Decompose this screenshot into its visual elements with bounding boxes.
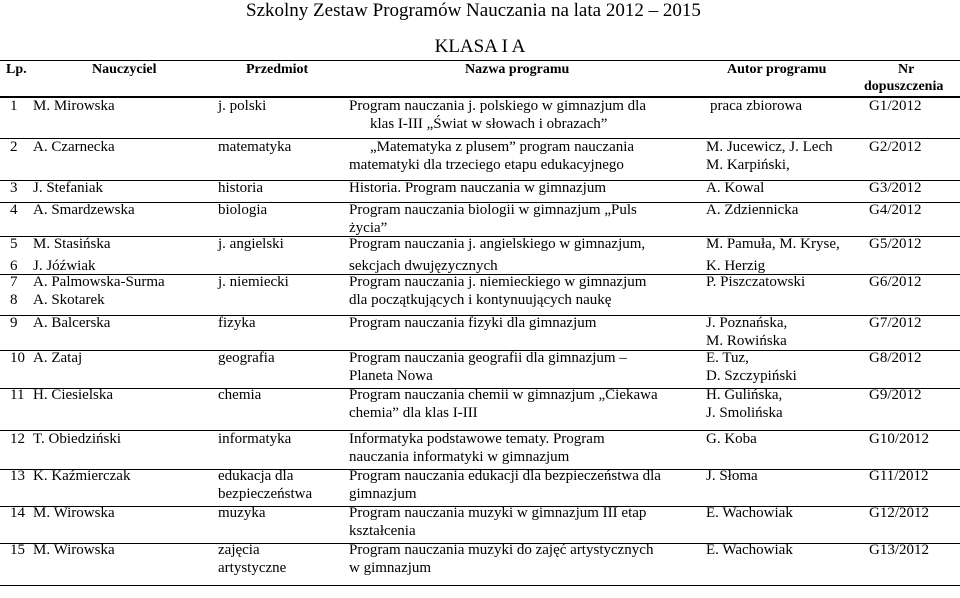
program-author: M. Pamuła, M. Kryse,: [706, 236, 840, 252]
approval-number: G5/2012: [869, 236, 922, 252]
program-author: E. Tuz,: [706, 350, 749, 366]
subject-name: chemia: [218, 387, 262, 403]
approval-number: G6/2012: [869, 274, 922, 290]
program-author: praca zbiorowa: [710, 98, 803, 114]
approval-number: G12/2012: [869, 505, 929, 521]
program-table: [0, 60, 960, 598]
teacher-name: M. Wirowska: [33, 542, 115, 558]
row-divider: [0, 60, 960, 61]
row-number: 10: [10, 350, 25, 366]
program-author: G. Koba: [706, 431, 757, 447]
approval-number: G11/2012: [869, 468, 929, 484]
subject-name: j. niemiecki: [218, 274, 289, 290]
approval-number: G7/2012: [869, 315, 922, 331]
subject-name: biologia: [218, 202, 268, 218]
program-author: A. Kowal: [706, 180, 765, 196]
teacher-name: M. Wirowska: [33, 505, 115, 521]
row-number: 5: [10, 236, 18, 252]
teacher-name: A. Skotarek: [33, 292, 105, 308]
header-program: Nazwa programu: [465, 62, 570, 77]
row-number: 2: [10, 139, 18, 155]
program-author: D. Szczypiński: [706, 368, 797, 384]
teacher-name: A. Zataj: [33, 350, 83, 366]
program-name: Informatyka podstawowe tematy. Program: [349, 431, 605, 447]
subject-name: matematyka: [218, 139, 292, 155]
teacher-name: A. Palmowska-Surma: [33, 274, 165, 290]
class-title: KLASA I A: [434, 36, 526, 57]
program-author: M. Rowińska: [706, 333, 787, 349]
row-number: 1: [10, 98, 18, 114]
teacher-name: A. Czarnecka: [33, 139, 115, 155]
program-name: Program nauczania chemii w gimnazjum „Ciekawa: [349, 387, 658, 403]
subject-name: geografia: [218, 350, 275, 366]
approval-number: G4/2012: [869, 202, 922, 218]
program-author: E. Wachowiak: [706, 542, 793, 558]
program-name: Program nauczania j. niemieckiego w gimnazjum: [349, 274, 647, 290]
row-number: 9: [10, 315, 18, 331]
subject-name: muzyka: [218, 505, 266, 521]
program-name: Program nauczania muzyki w gimnazjum III etap: [349, 505, 647, 521]
program-name: Program nauczania muzyki do zajęć artystycznych: [349, 542, 654, 558]
program-name: „Matematyka z plusem” program nauczania: [370, 139, 635, 155]
row-number: 12: [10, 431, 25, 447]
approval-number: G10/2012: [869, 431, 929, 447]
approval-number: G13/2012: [869, 542, 929, 558]
row-number: 6: [10, 258, 18, 274]
teacher-name: M. Mirowska: [33, 98, 115, 114]
approval-number: G2/2012: [869, 139, 922, 155]
header-subject: Przedmiot: [246, 62, 309, 77]
row-number: 8: [10, 292, 18, 308]
program-name: dla początkujących i kontynuujących naukę: [349, 292, 612, 308]
program-name: gimnazjum: [349, 486, 417, 502]
program-name: Program nauczania biologii w gimnazjum „Puls: [349, 202, 637, 218]
program-name: Program nauczania fizyki dla gimnazjum: [349, 315, 597, 331]
program-author: A. Zdziennicka: [706, 202, 799, 218]
row-number: 14: [10, 505, 25, 521]
teacher-name: A. Smardzewska: [33, 202, 135, 218]
program-author: P. Piszczatowski: [706, 274, 806, 290]
row-number: 15: [10, 542, 25, 558]
row-number: 3: [10, 180, 18, 196]
row-number: 13: [10, 468, 25, 484]
program-name: nauczania informatyki w gimnazjum: [349, 449, 570, 465]
subject-name: artystyczne: [218, 560, 287, 576]
program-name: Program nauczania edukacji dla bezpieczeństwa dla: [349, 468, 661, 484]
header-teacher: Nauczyciel: [92, 62, 157, 77]
teacher-name: H. Ciesielska: [33, 387, 113, 403]
teacher-name: J. Stefaniak: [33, 180, 103, 196]
program-author: E. Wachowiak: [706, 505, 793, 521]
approval-number: G3/2012: [869, 180, 922, 196]
header-lp: Lp.: [6, 62, 27, 77]
subject-name: bezpieczeństwa: [218, 486, 313, 502]
teacher-name: K. Kaźmierczak: [33, 468, 131, 484]
program-author: J. Smolińska: [706, 405, 783, 421]
header-nr: Nr: [898, 62, 915, 77]
subject-name: historia: [218, 180, 263, 196]
header-author: Autor programu: [727, 62, 827, 77]
approval-number: G8/2012: [869, 350, 922, 366]
program-name: Program nauczania j. angielskiego w gimnazjum,: [349, 236, 646, 252]
subject-name: j. polski: [218, 98, 267, 114]
header-nr-2: dopuszczenia: [864, 79, 944, 94]
program-name: kształcenia: [349, 523, 416, 539]
program-author: K. Herzig: [706, 258, 766, 274]
program-author: J. Słoma: [706, 468, 758, 484]
teacher-name: J. Jóźwiak: [33, 258, 96, 274]
program-author: M. Jucewicz, J. Lech: [706, 139, 833, 155]
approval-number: G9/2012: [869, 387, 922, 403]
program-name: sekcjach dwujęzycznych: [349, 258, 498, 274]
row-divider: [0, 585, 960, 586]
program-name: klas I-III „Świat w słowach i obrazach”: [370, 116, 608, 132]
program-name: w gimnazjum: [349, 560, 432, 576]
program-name: chemia” dla klas I-III: [349, 405, 478, 421]
program-author: M. Karpiński,: [706, 157, 790, 173]
program-author: J. Poznańska,: [706, 315, 788, 331]
subject-name: fizyka: [218, 315, 256, 331]
program-name: Program nauczania geografii dla gimnazjum –: [349, 350, 627, 366]
row-number: 4: [10, 202, 18, 218]
teacher-name: A. Balcerska: [33, 315, 111, 331]
teacher-name: M. Stasińska: [33, 236, 111, 252]
row-number: 11: [10, 387, 25, 403]
subject-name: zajęcia: [218, 542, 260, 558]
approval-number: G1/2012: [869, 98, 922, 114]
program-name: Historia. Program nauczania w gimnazjum: [349, 180, 607, 196]
row-number: 7: [10, 274, 18, 290]
program-name: matematyki dla trzeciego etapu edukacyjnego: [349, 157, 624, 173]
program-name: Program nauczania j. polskiego w gimnazjum dla: [349, 98, 647, 114]
program-name: Planeta Nowa: [349, 368, 433, 384]
subject-name: j. angielski: [218, 236, 284, 252]
program-name: życia”: [349, 220, 388, 236]
teacher-name: T. Obiedziński: [33, 431, 122, 447]
program-author: H. Gulińska,: [706, 387, 783, 403]
subject-name: informatyka: [218, 431, 292, 447]
subject-name: edukacja dla: [218, 468, 294, 484]
document-title: Szkolny Zestaw Programów Nauczania na lata 2012 – 2015: [246, 0, 701, 21]
